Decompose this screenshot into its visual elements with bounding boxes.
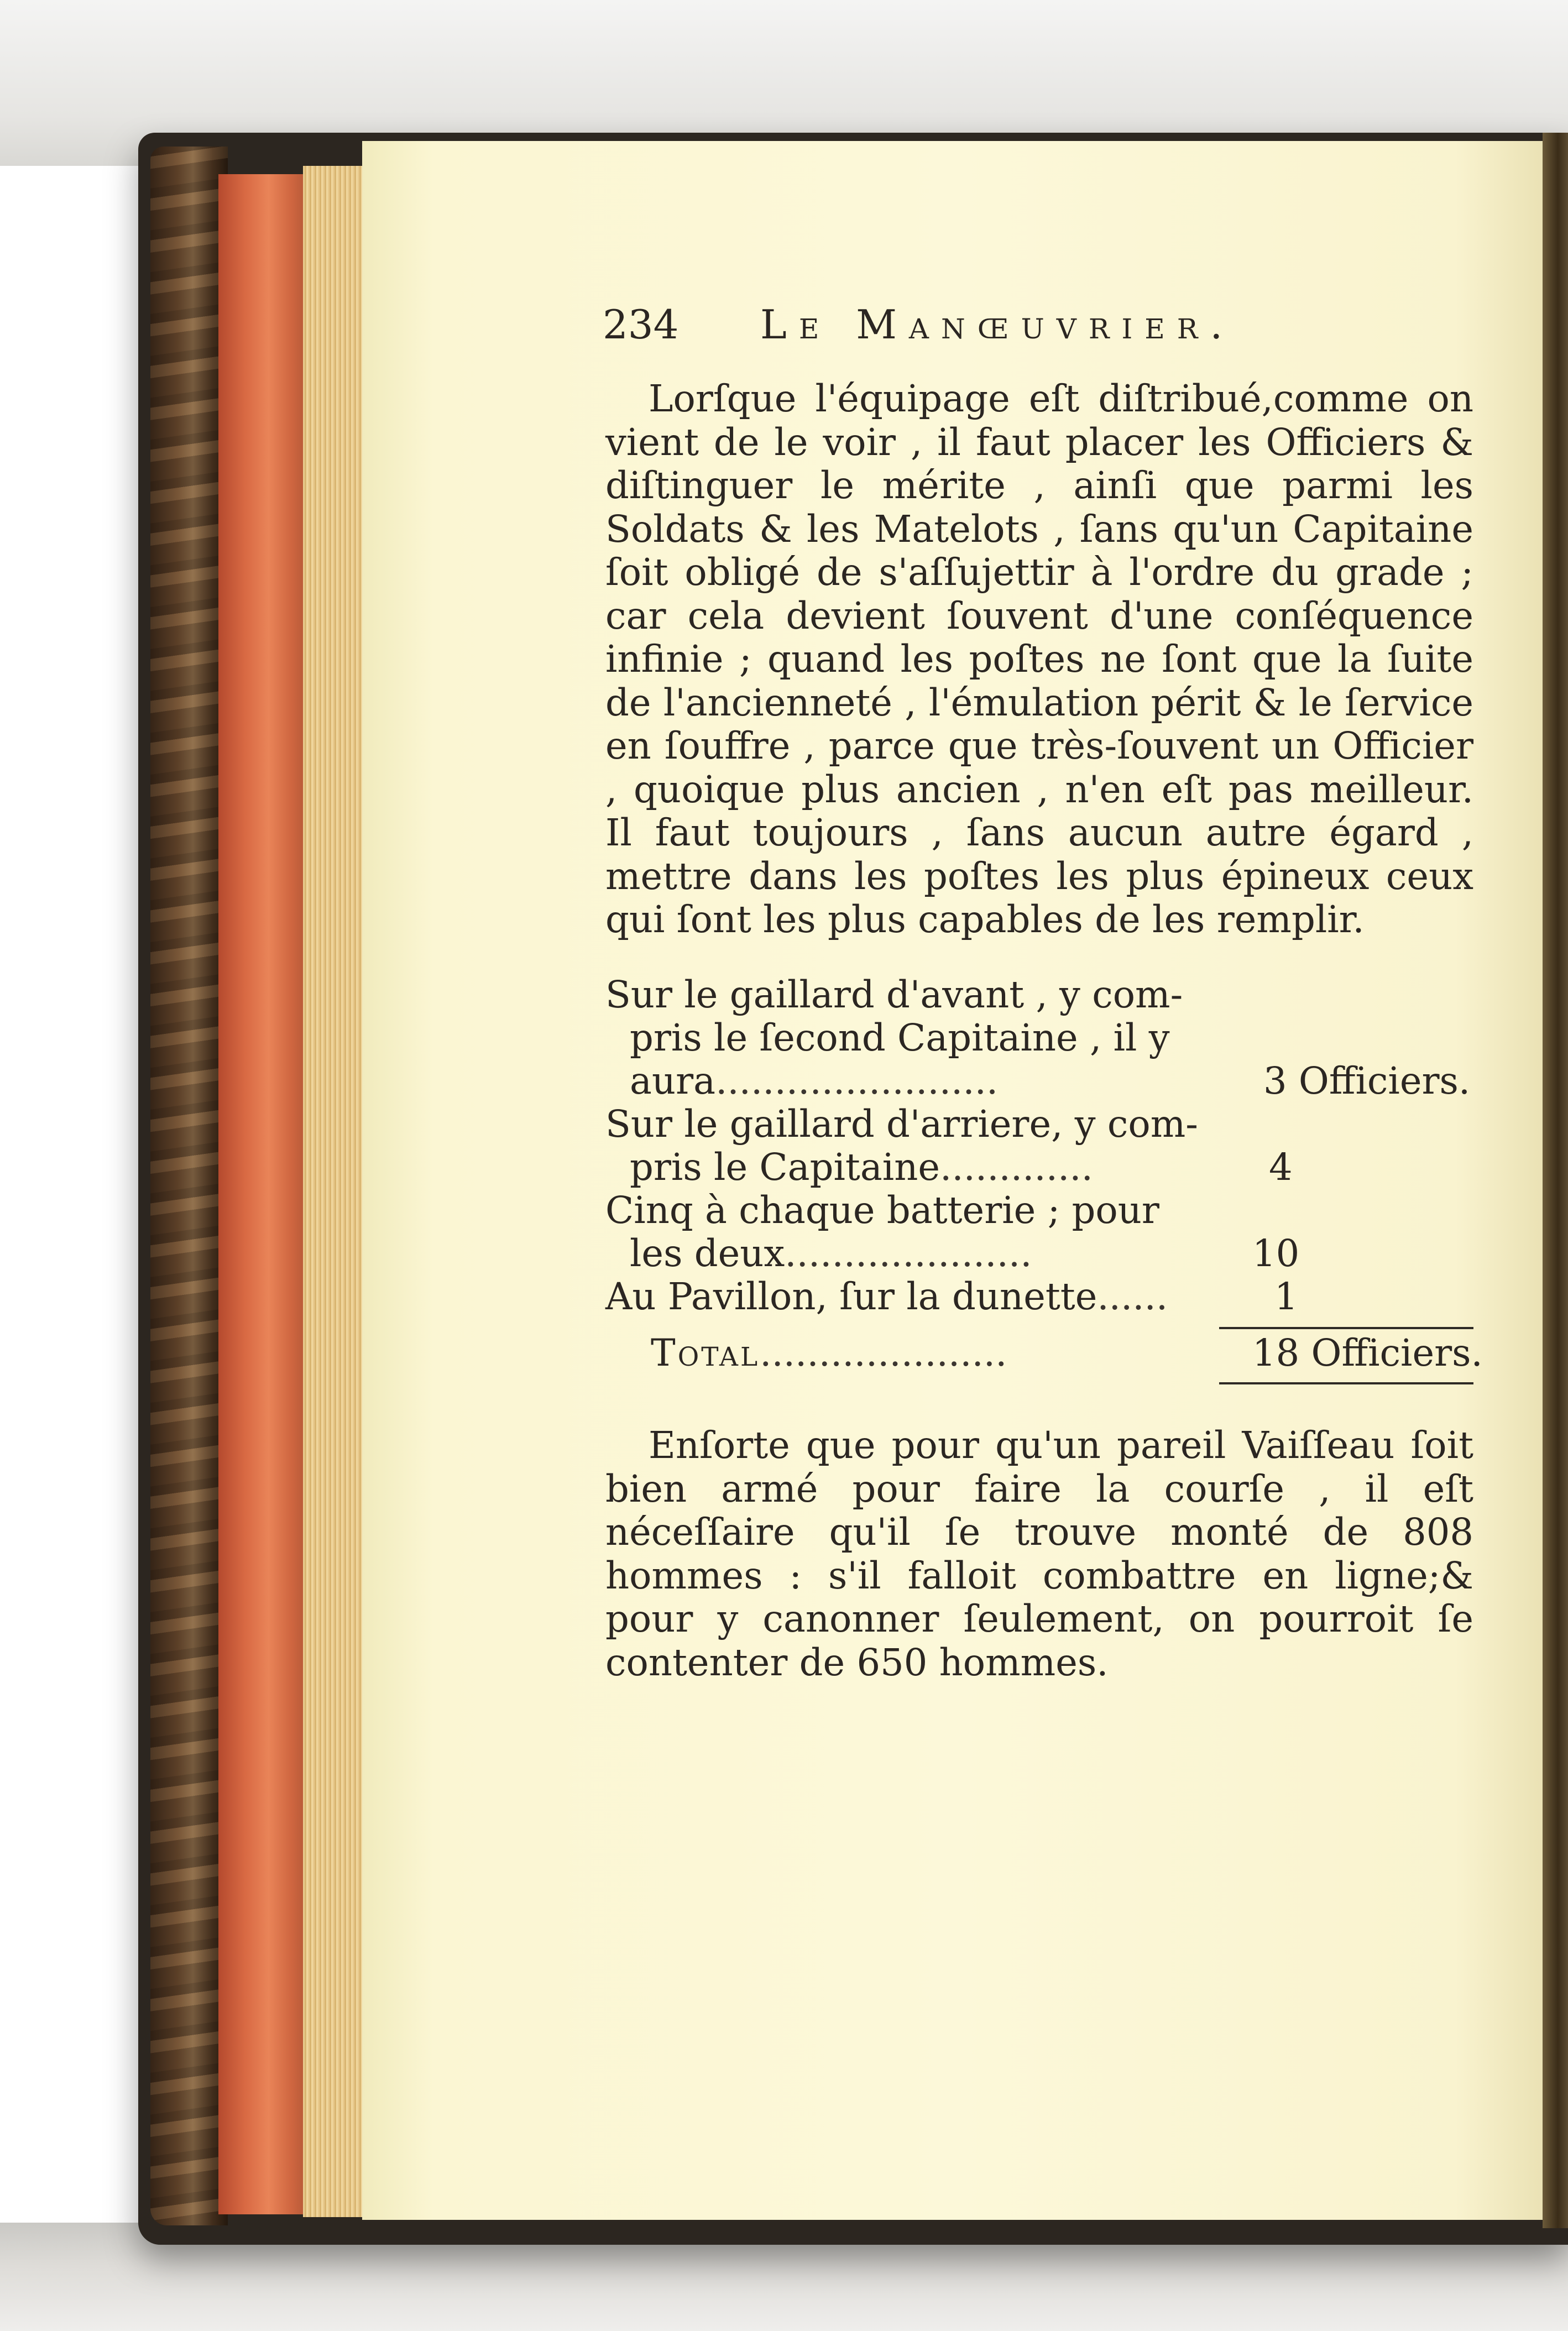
page-stack-edges bbox=[303, 166, 367, 2217]
row-label: Au Pavillon, ſur la dunette bbox=[605, 1275, 1097, 1318]
table-row bbox=[605, 1275, 1473, 1318]
total-row bbox=[605, 1331, 1483, 1374]
paragraph-2: Enſorte que pour qu'un pareil Vaiſſeau ſoit bien armé pour faire la courſe , il eſt néceſſaire qu'il ſe trouve monté de 808 hommes : s'il falloit combattre en ligne;& pour y canonner ſeulement, on pourroit ſe contenter de 650 hommes. bbox=[605, 1424, 1473, 1684]
total-label: Total bbox=[651, 1331, 760, 1374]
table-row bbox=[605, 1016, 1473, 1059]
row-value: 3 Officiers. bbox=[1263, 1059, 1471, 1102]
table-row bbox=[605, 973, 1473, 1016]
row-label-with-leader bbox=[630, 1059, 998, 1103]
row-label: pris le Capitaine bbox=[630, 1146, 940, 1189]
row-label: les deux bbox=[630, 1232, 785, 1275]
book-right-edge bbox=[1543, 133, 1568, 2228]
page-header bbox=[603, 301, 1476, 357]
total-value: 18 Officiers. bbox=[1252, 1331, 1483, 1374]
table-row bbox=[605, 1146, 1473, 1189]
row-label: Sur le gaillard d'avant , y com- bbox=[605, 973, 1183, 1016]
row-label: Sur le gaillard d'arriere, y com- bbox=[605, 1102, 1198, 1146]
page-number: 234 bbox=[603, 301, 679, 348]
row-value: 10 bbox=[1252, 1232, 1300, 1275]
table-row bbox=[605, 1232, 1473, 1275]
row-label: aura bbox=[630, 1059, 716, 1102]
total-rule bbox=[1219, 1382, 1473, 1384]
table-row bbox=[605, 1189, 1473, 1232]
table-row bbox=[605, 1059, 1473, 1102]
dot-leader: ........................ bbox=[715, 1059, 999, 1102]
row-label-with-leader bbox=[630, 1146, 1093, 1189]
dot-leader: ............. bbox=[940, 1146, 1093, 1189]
running-title: Le Manœuvrier. bbox=[760, 301, 1235, 348]
leather-spine-edge bbox=[150, 147, 228, 2225]
row-value: 4 bbox=[1269, 1146, 1293, 1189]
dot-leader: ...... bbox=[1097, 1275, 1168, 1318]
dot-leader: ..................... bbox=[760, 1331, 1007, 1374]
row-value: 1 bbox=[1274, 1275, 1298, 1318]
total-label-with-leader bbox=[651, 1331, 1007, 1375]
row-label: pris le ſecond Capitaine , il y bbox=[630, 1016, 1170, 1059]
row-label: Cinq à chaque batterie ; pour bbox=[605, 1189, 1159, 1232]
red-page-edges bbox=[218, 174, 310, 2214]
dot-leader: ..................... bbox=[785, 1232, 1032, 1275]
sum-rule bbox=[1219, 1327, 1473, 1329]
table-row bbox=[605, 1102, 1473, 1146]
paragraph-1: Lorſque l'équipage eſt diſtribué,comme on vient de le voir , il faut placer les Officiers & diſtinguer le mérite , ainſi que parmi les Soldats & les Matelots , ſans qu'un Capitaine ſoit obligé de s'aſſujettir à l'ordre du grade ; car cela devient ſouvent d'une conſéquence infinie ; quand les poſtes ne ſont que la ſuite de l'ancienneté , l'émulation périt & le ſervice en ſouffre , parce que très-ſouvent un Officier , quoique plus ancien , n'en eſt pas meilleur. Il faut toujours , ſans aucun autre égard , mettre dans les poſtes les plus épineux ceux qui ſont les plus capables de les remplir. bbox=[605, 377, 1473, 941]
row-label-with-leader bbox=[605, 1275, 1168, 1319]
row-label-with-leader bbox=[630, 1232, 1032, 1276]
